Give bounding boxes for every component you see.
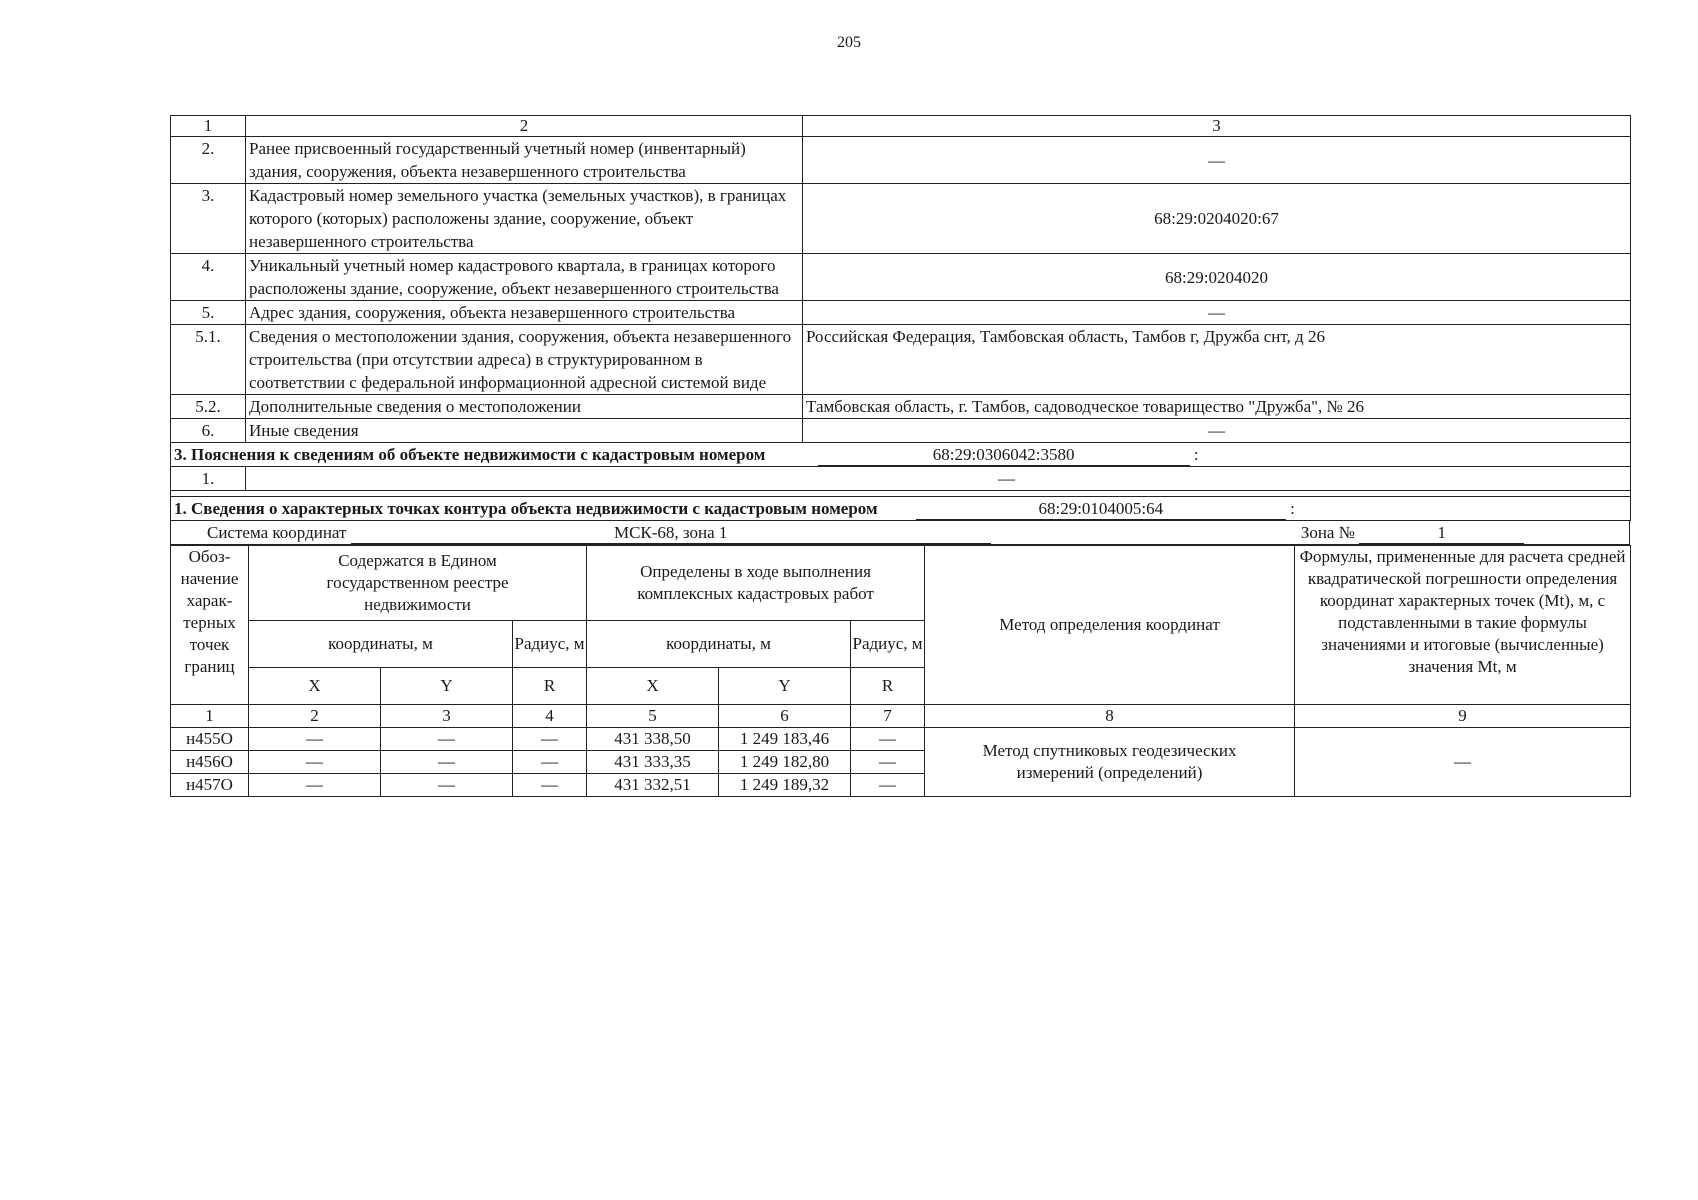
point-egrn-r: — [513, 728, 587, 751]
designation-header: Обоз- начение харак- терных точек границ [171, 546, 249, 705]
point-name: н455О [171, 728, 249, 751]
row-value: — [803, 301, 1631, 325]
row-value: 68:29:0204020:67 [803, 184, 1631, 254]
radius-header: Радиус, м [851, 621, 925, 668]
coord-system-table [170, 521, 1630, 545]
defined-header: Определены в ходе выполнения комплексных кадастровых работ [587, 546, 925, 621]
points-colon: : [1290, 499, 1295, 518]
column-number: 4 [513, 705, 587, 728]
row-value: 68:29:0204020 [803, 254, 1631, 301]
point-name: н456О [171, 751, 249, 774]
formulas-header: Формулы, примененные для расчета средней квадратической погрешности определения координат характерных точек (Mt), м, с подставленными в такие формулы значениями и итоговые (вычисленные) значения Mt, м [1295, 546, 1631, 705]
row-number: 4. [171, 254, 246, 301]
point-r: — [851, 728, 925, 751]
point-egrn-y: — [381, 728, 513, 751]
row-label: Кадастровый номер земельного участка (земельных участков), в границах которого (которых) расположены здание, сооружение, объект незавершенного строительства [246, 184, 803, 254]
column-number: 5 [587, 705, 719, 728]
points-cadastral-number: 68:29:0104005:64 [916, 499, 1286, 520]
coord-system-value: МСК-68, зона 1 [351, 523, 991, 544]
column-number: 7 [851, 705, 925, 728]
section3-title-row [171, 443, 1631, 467]
column-number: 3 [381, 705, 513, 728]
row-value: — [246, 467, 1631, 491]
document-body [170, 115, 1630, 797]
section3-title: 3. Пояснения к сведениям об объекте недвижимости с кадастровым номером [174, 445, 766, 464]
point-egrn-x: — [249, 728, 381, 751]
points-table [170, 545, 1631, 797]
header-cell: 1 [171, 116, 246, 137]
r-header: R [513, 668, 587, 705]
coords-header: координаты, м [249, 621, 513, 668]
point-r: — [851, 751, 925, 774]
y-header: Y [719, 668, 851, 705]
coord-system-label: Система координат [207, 523, 347, 542]
method-value: Метод спутниковых геодезических измерений (определений) [925, 728, 1295, 797]
egrn-header: Содержатся в Едином государственном реестре недвижимости [249, 546, 587, 621]
point-y: 1 249 189,32 [719, 774, 851, 797]
column-number-row [171, 705, 1631, 728]
row-label: Уникальный учетный номер кадастрового квартала, в границах которого расположены здание, сооружение, объект незавершенного строительства [246, 254, 803, 301]
point-egrn-r: — [513, 774, 587, 797]
header-cell: 3 [803, 116, 1631, 137]
row-number: 5.2. [171, 395, 246, 419]
section3-title-cell [171, 443, 1631, 467]
column-number: 8 [925, 705, 1295, 728]
point-x: 431 332,51 [587, 774, 719, 797]
table-row [171, 301, 1631, 325]
point-x: 431 338,50 [587, 728, 719, 751]
column-number: 6 [719, 705, 851, 728]
point-egrn-r: — [513, 751, 587, 774]
row-value: — [803, 419, 1631, 443]
row-value: Российская Федерация, Тамбовская область, Тамбов г, Дружба снт, д 26 [803, 325, 1631, 395]
row-value: — [803, 137, 1631, 184]
section3-colon: : [1193, 445, 1199, 464]
point-egrn-x: — [249, 751, 381, 774]
page-number: 205 [837, 34, 861, 51]
column-number: 2 [249, 705, 381, 728]
row-number: 5.1. [171, 325, 246, 395]
coord-system-row [171, 521, 1630, 545]
table-row [171, 395, 1631, 419]
row-value: Тамбовская область, г. Тамбов, садоводческое товарищество "Дружба", № 26 [803, 395, 1631, 419]
table-header-row [171, 116, 1631, 137]
row-number: 5. [171, 301, 246, 325]
y-header: Y [381, 668, 513, 705]
point-r: — [851, 774, 925, 797]
object-info-table [170, 115, 1631, 521]
x-header: X [249, 668, 381, 705]
points-title-cell [171, 497, 1631, 521]
table-row [171, 419, 1631, 443]
x-header: X [587, 668, 719, 705]
point-egrn-y: — [381, 774, 513, 797]
row-number: 2. [171, 137, 246, 184]
table-row [171, 325, 1631, 395]
points-header-row [171, 546, 1631, 621]
table-row [171, 137, 1631, 184]
row-label: Ранее присвоенный государственный учетный номер (инвентарный) здания, сооружения, объекта незавершенного строительства [246, 137, 803, 184]
row-label: Адрес здания, сооружения, объекта незавершенного строительства [246, 301, 803, 325]
formula-value: — [1295, 728, 1631, 797]
row-number: 3. [171, 184, 246, 254]
row-label: Дополнительные сведения о местоположении [246, 395, 803, 419]
column-number: 9 [1295, 705, 1631, 728]
point-name: н457О [171, 774, 249, 797]
points-title: 1. Сведения о характерных точках контура объекта недвижимости с кадастровым номером [174, 499, 878, 518]
section3-cadastral-number: 68:29:0306042:3580 [818, 445, 1190, 466]
point-row [171, 728, 1631, 751]
table-row [171, 254, 1631, 301]
coord-system-cell [171, 521, 1630, 545]
row-label: Иные сведения [246, 419, 803, 443]
points-title-row [171, 497, 1631, 521]
point-x: 431 333,35 [587, 751, 719, 774]
r-header: R [851, 668, 925, 705]
point-y: 1 249 183,46 [719, 728, 851, 751]
point-egrn-y: — [381, 751, 513, 774]
header-cell: 2 [246, 116, 803, 137]
zone-value: 1 [1359, 523, 1524, 544]
row-number: 1. [171, 467, 246, 491]
row-number: 6. [171, 419, 246, 443]
radius-header: Радиус, м [513, 621, 587, 668]
point-y: 1 249 182,80 [719, 751, 851, 774]
table-row [171, 184, 1631, 254]
point-egrn-x: — [249, 774, 381, 797]
row-label: Сведения о местоположении здания, сооружения, объекта незавершенного строительства (при отсутствии адреса) в структурированном в соответствии с федеральной информационной адресной системой виде [246, 325, 803, 395]
zone-label: Зона № [1300, 523, 1355, 542]
column-number: 1 [171, 705, 249, 728]
method-header: Метод определения координат [925, 546, 1295, 705]
table-row [171, 467, 1631, 491]
coords-header: координаты, м [587, 621, 851, 668]
